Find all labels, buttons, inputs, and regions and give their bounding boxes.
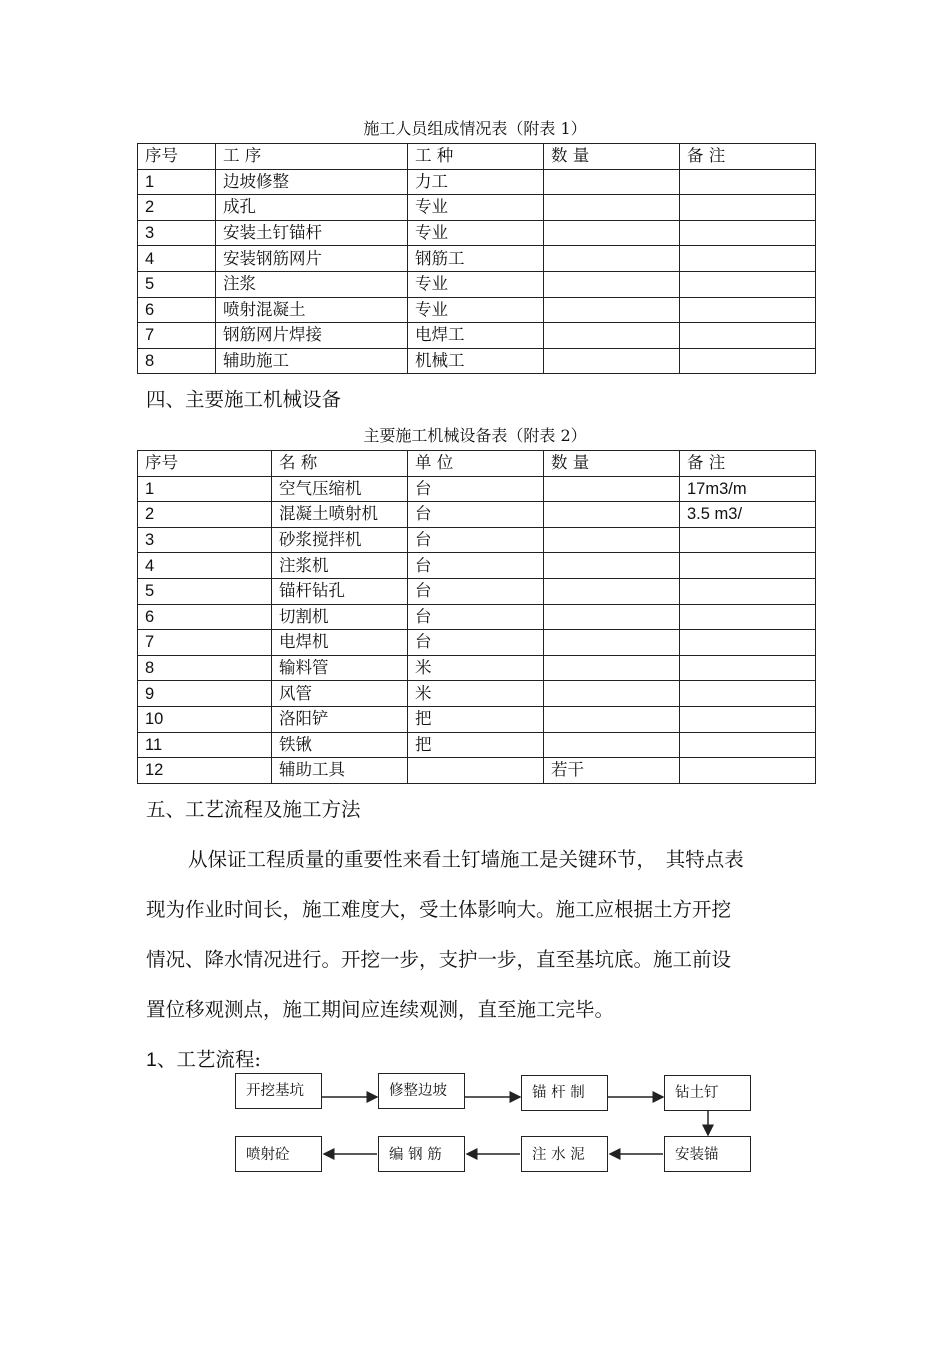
table1-caption: 施工人员组成情况表（附表 1） <box>363 119 587 138</box>
table-cell: 把 <box>408 706 544 732</box>
table-cell: 砂浆搅拌机 <box>272 527 408 553</box>
table-cell: 锚杆钻孔 <box>272 578 408 604</box>
table-cell: 电焊机 <box>272 630 408 656</box>
table-cell: 台 <box>408 578 544 604</box>
section5-title: 五、工艺流程及施工方法 <box>146 798 361 821</box>
table-header-cell: 工 种 <box>408 144 544 170</box>
flow-number: 1 <box>146 1049 157 1071</box>
table-header-cell: 数 量 <box>544 144 680 170</box>
table-cell: 洛阳铲 <box>272 706 408 732</box>
table-cell: 切割机 <box>272 604 408 630</box>
table-cell: 5 <box>138 578 272 604</box>
section4-title: 四、主要施工机械设备 <box>146 388 342 411</box>
table-cell: 台 <box>408 630 544 656</box>
table-header-cell: 单 位 <box>408 451 544 477</box>
table-cell: 9 <box>138 681 272 707</box>
table-cell: 8 <box>138 655 272 681</box>
table-cell: 专业 <box>408 297 544 323</box>
table-cell: 专业 <box>408 271 544 297</box>
table-header-cell: 序号 <box>138 451 272 477</box>
table-cell: 1 <box>138 169 216 195</box>
table-cell: 17m3/m <box>680 476 816 502</box>
table-cell: 注浆 <box>216 271 408 297</box>
table-cell: 钢筋工 <box>408 246 544 272</box>
flow-step-drill-nail: 钻土钉 <box>664 1075 751 1111</box>
table-cell: 台 <box>408 604 544 630</box>
table-cell: 若干 <box>544 758 680 784</box>
table-header-cell: 工 序 <box>216 144 408 170</box>
table-cell: 米 <box>408 655 544 681</box>
table-cell: 把 <box>408 732 544 758</box>
flow-step-grout: 注 水 泥 <box>521 1136 608 1172</box>
paragraph-line-2: 现为作业时间长，施工难度大，受土体影响大。施工应根据土方开挖 <box>146 898 732 921</box>
paragraph-line-1: 从保证工程质量的重要性来看土钉墙施工是关键环节， 其特点表 <box>188 848 744 871</box>
table-cell: 边坡修整 <box>216 169 408 195</box>
table-cell: 安装钢筋网片 <box>216 246 408 272</box>
table-cell: 2 <box>138 502 272 528</box>
table-cell: 3 <box>138 527 272 553</box>
table-cell: 成孔 <box>216 195 408 221</box>
table-header-cell: 备 注 <box>680 144 816 170</box>
flow-label: 、工艺流程: <box>156 1048 261 1071</box>
paragraph-line-3: 情况、降水情况进行。开挖一步，支护一步，直至基坑底。施工前设 <box>146 948 732 971</box>
table-cell: 3.5 m3/ <box>680 502 816 528</box>
table-cell: 专业 <box>408 220 544 246</box>
table-cell: 辅助工具 <box>272 758 408 784</box>
table-cell: 电焊工 <box>408 323 544 349</box>
table-cell: 铁锹 <box>272 732 408 758</box>
table-cell: 1 <box>138 476 272 502</box>
table-cell: 台 <box>408 553 544 579</box>
table-header-cell: 备 注 <box>680 451 816 477</box>
table-cell: 输料管 <box>272 655 408 681</box>
flow-step-shotcrete: 喷射砼 <box>235 1136 322 1172</box>
table-cell: 台 <box>408 476 544 502</box>
table-cell: 空气压缩机 <box>272 476 408 502</box>
table-cell: 11 <box>138 732 272 758</box>
table-cell: 专业 <box>408 195 544 221</box>
table-cell: 4 <box>138 246 216 272</box>
flow-step-anchor-make: 锚 杆 制 <box>521 1075 608 1111</box>
table-cell: 7 <box>138 630 272 656</box>
table-cell: 风管 <box>272 681 408 707</box>
table-cell: 钢筋网片焊接 <box>216 323 408 349</box>
table-cell: 注浆机 <box>272 553 408 579</box>
table-cell: 喷射混凝土 <box>216 297 408 323</box>
flow-step-rebar: 编 钢 筋 <box>378 1136 465 1172</box>
table-cell: 6 <box>138 297 216 323</box>
table-header-cell: 序号 <box>138 144 216 170</box>
table-cell: 台 <box>408 502 544 528</box>
table-cell: 6 <box>138 604 272 630</box>
flow-step-trim-slope: 修整边坡 <box>378 1073 465 1109</box>
flow-step-install-anchor: 安装锚 <box>664 1136 751 1172</box>
flow-step-excavate: 开挖基坑 <box>235 1073 322 1109</box>
table-header-cell: 名 称 <box>272 451 408 477</box>
table-cell: 米 <box>408 681 544 707</box>
table-cell: 2 <box>138 195 216 221</box>
paragraph-line-4: 置位移观测点，施工期间应连续观测，直至施工完毕。 <box>146 998 615 1021</box>
table-cell: 5 <box>138 271 216 297</box>
table-cell: 4 <box>138 553 272 579</box>
table-cell: 机械工 <box>408 348 544 374</box>
table-cell: 台 <box>408 527 544 553</box>
table-cell: 辅助施工 <box>216 348 408 374</box>
table-cell: 10 <box>138 706 272 732</box>
table-cell: 3 <box>138 220 216 246</box>
table2-caption: 主要施工机械设备表（附表 2） <box>363 426 587 445</box>
table-cell: 8 <box>138 348 216 374</box>
table-cell: 力工 <box>408 169 544 195</box>
table-cell: 安装土钉锚杆 <box>216 220 408 246</box>
table-cell: 混凝土喷射机 <box>272 502 408 528</box>
table-cell: 7 <box>138 323 216 349</box>
table-cell: 12 <box>138 758 272 784</box>
table-header-cell: 数 量 <box>544 451 680 477</box>
